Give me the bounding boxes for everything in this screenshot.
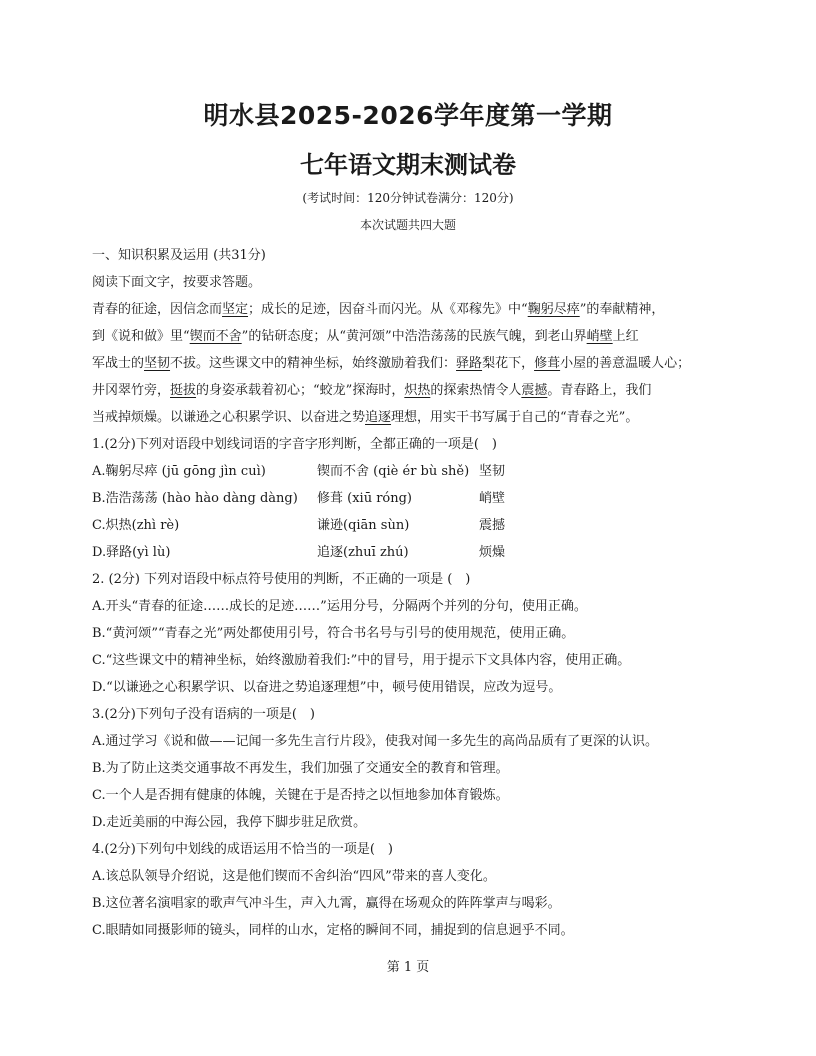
- underlined-word: 鞠躬尽瘁: [527, 302, 580, 317]
- exam-title-line2: 七年语文期末测试卷: [300, 151, 516, 179]
- question-3-stem: 3.(2分)下列句子没有语病的一项是( ): [92, 707, 315, 722]
- section-instruction: 阅读下面文字，按要求答题。: [92, 275, 262, 290]
- question-4-option-a: A.该总队领导介绍说，这是他们锲而不舍纠治“四风”带来的喜人变化。: [92, 869, 496, 884]
- option-word: A.鞠躬尽瘁 (jū gōng jìn cuì): [92, 464, 266, 479]
- question-3-option-b: B.为了防止这类交通事故不再发生，我们加强了交通安全的教育和管理。: [92, 761, 509, 776]
- question-2-option-d: D.“以谦逊之心积累学识、以奋进之势追逐理想”中，顿号使用错误，应改为逗号。: [92, 680, 562, 695]
- question-2-stem: 2. (2分) 下列对语段中标点符号使用的判断，不正确的一项是 ( ): [92, 572, 471, 587]
- underlined-word: 坚定: [222, 302, 249, 317]
- passage-line-4: 井冈翠竹旁，挺拔的身姿承载着初心；“蛟龙”探海时，炽热的探索热情令人震撼。青春路上，我们: [92, 383, 652, 398]
- question-2-option-c: C.“这些课文中的精神坐标，始终激励着我们:”中的冒号，用于提示下文具体内容，使用正确。: [92, 653, 631, 668]
- underlined-word: 挺拔: [170, 383, 197, 398]
- exam-title-line1: 明水县2025-2026学年度第一学期: [203, 101, 613, 130]
- exam-info: (考试时间：120分钟试卷满分：120分): [302, 191, 514, 205]
- option-word: 追逐(zhuī zhú): [317, 545, 409, 560]
- option-word: C.炽热(zhì rè): [92, 518, 180, 533]
- passage-line-5: 当戒掉烦燥。以谦逊之心积累学识、以奋进之势追逐理想，用实干书写属于自己的“青春之光”。: [92, 410, 639, 425]
- question-2-option-b: B.“黄河颂”“青春之光”两处都使用引号，符合书名号与引号的使用规范，使用正确。: [92, 626, 575, 641]
- underlined-word: 追逐: [365, 410, 392, 425]
- option-word: 峭壁: [479, 491, 506, 506]
- option-word: 烦燥: [479, 545, 506, 560]
- option-word: 修葺 (xiū róng): [317, 491, 413, 506]
- option-word: B.浩浩荡荡 (hào hào dàng dàng): [92, 491, 298, 506]
- question-3-option-a: A.通过学习《说和做——记闻一多先生言行片段》，使我对闻一多先生的高尚品质有了更深的认识。: [92, 734, 659, 749]
- underlined-word: 修葺: [534, 356, 561, 371]
- option-word: 震撼: [479, 518, 506, 533]
- question-3-option-c: C.一个人是否拥有健康的体魄，关键在于是否持之以恒地参加体育锻炼。: [92, 788, 509, 803]
- underlined-word: 锲而不舍: [189, 329, 242, 344]
- underlined-word: 炽热: [404, 383, 431, 398]
- underlined-word: 震撼: [521, 383, 548, 398]
- page-number: 第 1 页: [386, 960, 430, 975]
- passage-line-1: 青春的征途，因信念而坚定；成长的足迹，因奋斗而闪光。从《邓稼先》中“鞠躬尽瘁”的奉献精神，: [92, 302, 665, 317]
- passage-line-2: 到《说和做》里“锲而不舍”的钻研态度；从“黄河颂”中浩浩荡荡的民族气魄，到老山界峭壁上红: [92, 329, 639, 344]
- question-1-option-d: [92, 539, 742, 566]
- question-4-option-c: C.眼睛如同摄影师的镜头，同样的山水，定格的瞬间不同，捕捉到的信息迥乎不同。: [92, 923, 574, 938]
- question-4-stem: 4.(2分)下列句中划线的成语运用不恰当的一项是( ): [92, 842, 393, 857]
- underlined-word: 驿路: [456, 356, 483, 371]
- question-1-stem: 1.(2分)下列对语段中划线词语的字音字形判断，全都正确的一项是( ): [92, 437, 497, 452]
- section-heading: 一、知识积累及运用 (共31分): [92, 248, 266, 263]
- question-1-option-b: [92, 485, 742, 512]
- option-word: D.驿路(yì lù): [92, 545, 171, 560]
- exam-note: 本次试题共四大题: [359, 218, 456, 232]
- question-2-option-a: A.开头“青春的征途……成长的足迹……”运用分号，分隔两个并列的分句，使用正确。: [92, 599, 587, 614]
- option-word: 锲而不舍 (qiè ér bù shě): [317, 464, 470, 479]
- question-3-option-d: D.走近美丽的中海公园，我停下脚步驻足欣赏。: [92, 815, 367, 830]
- option-word: 坚韧: [479, 464, 506, 479]
- passage-line-3: 军战士的坚韧不拔。这些课文中的精神坐标，始终激励着我们：驿路梨花下，修葺小屋的善意温暖人心；: [92, 356, 691, 371]
- question-1-option-a: [92, 458, 742, 485]
- question-4-option-b: B.这位著名演唱家的歌声气冲斗生，声入九霄，赢得在场观众的阵阵掌声与喝彩。: [92, 896, 561, 911]
- underlined-word: 峭壁: [586, 329, 613, 344]
- reading-passage: [92, 296, 742, 431]
- question-1-option-c: [92, 512, 742, 539]
- option-word: 谦逊(qiān sùn): [317, 518, 410, 533]
- underlined-word: 坚韧: [144, 356, 171, 371]
- exam-body: [92, 242, 742, 944]
